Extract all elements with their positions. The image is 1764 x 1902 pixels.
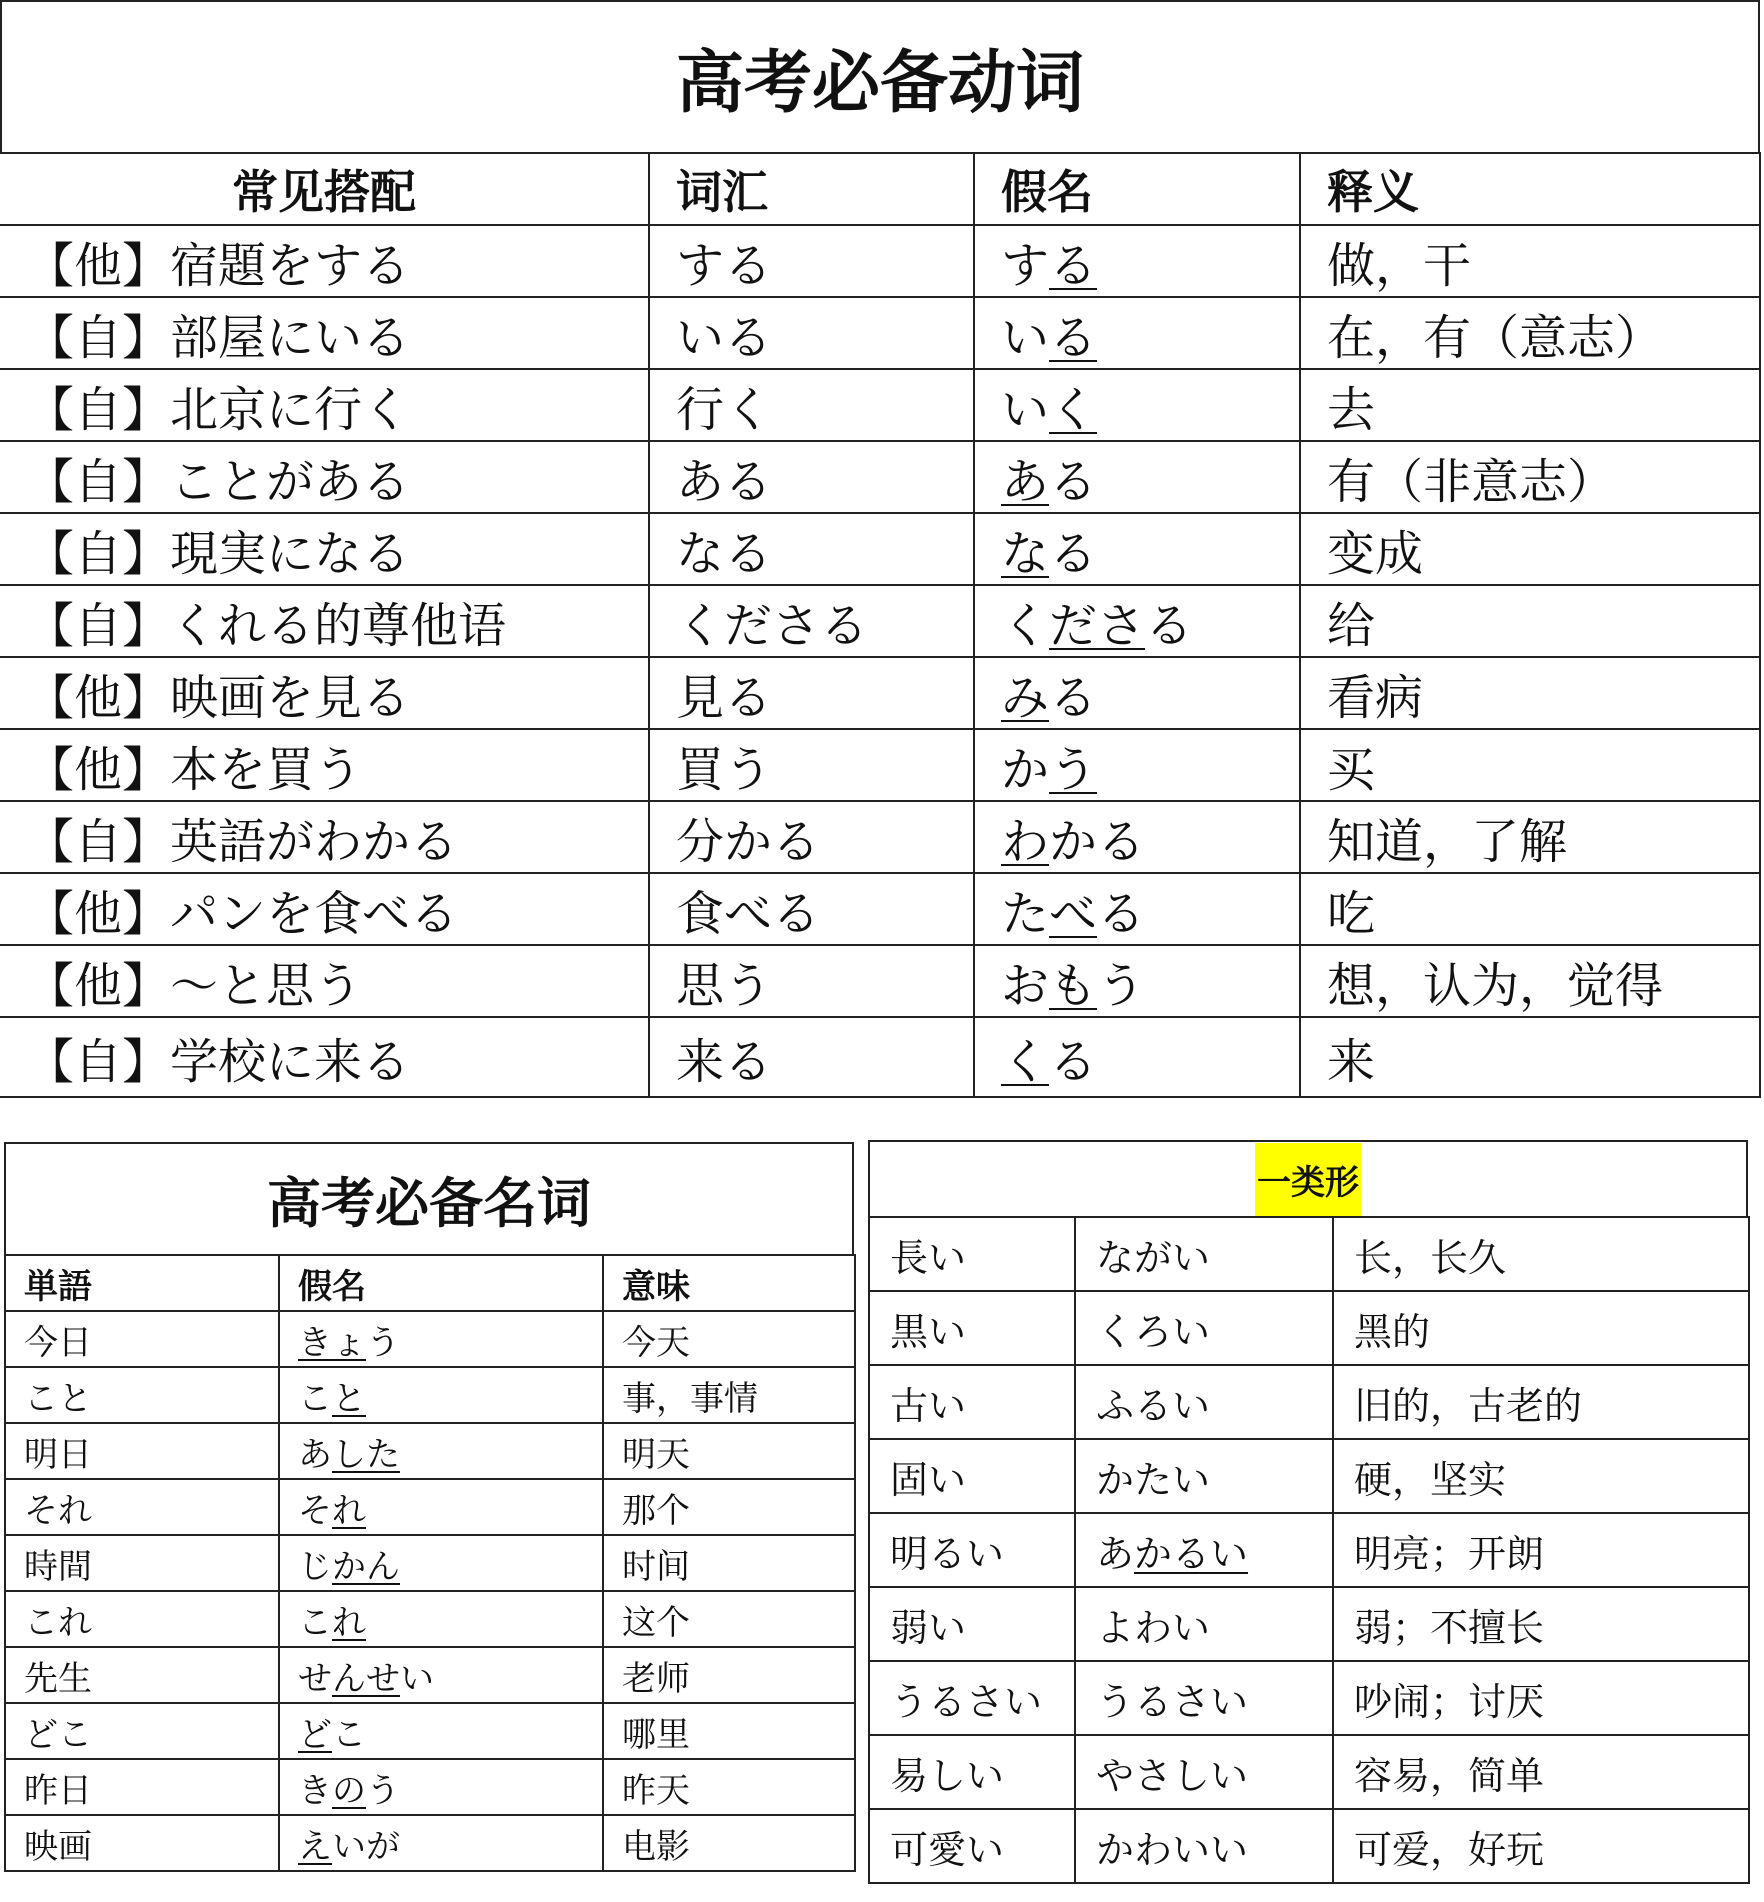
kana-underlined-part: く	[1049, 381, 1098, 438]
verb-word-cell: くださる	[649, 585, 974, 657]
noun-kana-cell	[279, 1367, 603, 1423]
adjective-meaning-cell: 长，长久	[1333, 1217, 1749, 1291]
noun-kana-cell	[279, 1423, 603, 1479]
kana-underlined-part: べ	[1049, 885, 1098, 942]
kana-part: こ	[332, 1714, 366, 1755]
noun-table	[4, 1254, 856, 1872]
verb-row	[0, 513, 1760, 585]
verb-row	[0, 729, 1760, 801]
adjective-meaning-cell: 硬，坚实	[1333, 1439, 1749, 1513]
noun-word-cell: 時間	[5, 1535, 279, 1591]
kana-part: る	[1049, 453, 1098, 510]
kana-part: る	[1145, 597, 1194, 654]
kana-part: かたい	[1096, 1457, 1211, 1502]
kana-part: か	[1001, 741, 1050, 798]
noun-row	[5, 1703, 855, 1759]
noun-word-cell: 今日	[5, 1311, 279, 1367]
adjective-row	[869, 1809, 1749, 1883]
verb-word-cell: する	[649, 225, 974, 297]
verb-header-meaning: 释义	[1300, 153, 1760, 225]
verb-kana-cell	[974, 513, 1300, 585]
kana-underlined-part: な	[1001, 525, 1050, 582]
verb-header-kana: 假名	[974, 153, 1300, 225]
adjective-table-section	[868, 1140, 1748, 1884]
noun-word-cell: それ	[5, 1479, 279, 1535]
kana-part: る	[1097, 885, 1146, 942]
verb-word-cell: 見る	[649, 657, 974, 729]
kana-underlined-part: も	[1049, 957, 1098, 1014]
adjective-kana-cell	[1075, 1439, 1333, 1513]
verb-meaning-cell: 吃	[1300, 873, 1760, 945]
kana-part: う	[366, 1322, 400, 1363]
kana-part: い	[1001, 381, 1050, 438]
noun-meaning-cell: 这个	[603, 1591, 855, 1647]
kana-underlined-part: ど	[298, 1714, 332, 1755]
adjective-meaning-cell: 明亮；开朗	[1333, 1513, 1749, 1587]
verb-kana-cell	[974, 225, 1300, 297]
adjective-row	[869, 1439, 1749, 1513]
noun-row	[5, 1591, 855, 1647]
kana-underlined-part: み	[1001, 669, 1050, 726]
verb-kana-cell	[974, 945, 1300, 1017]
verb-row	[0, 1017, 1760, 1097]
adjective-word-cell: うるさい	[869, 1661, 1075, 1735]
verb-meaning-cell: 知道，了解	[1300, 801, 1760, 873]
adjective-word-cell: 明るい	[869, 1513, 1075, 1587]
noun-row	[5, 1479, 855, 1535]
noun-table-section	[4, 1142, 854, 1872]
noun-table-title: 高考必备名词	[4, 1142, 854, 1254]
verb-meaning-cell: 给	[1300, 585, 1760, 657]
verb-row	[0, 225, 1760, 297]
kana-part: くろい	[1096, 1309, 1211, 1354]
kana-part: ながい	[1096, 1235, 1211, 1280]
verb-word-cell: いる	[649, 297, 974, 369]
noun-word-cell: 映画	[5, 1815, 279, 1871]
kana-underlined-part: え	[298, 1826, 332, 1867]
verb-phrase-cell: 【他】宿題をする	[0, 225, 649, 297]
kana-part: かる	[1049, 813, 1146, 870]
kana-part: いが	[332, 1826, 400, 1867]
adjective-meaning-cell: 可爱，好玩	[1333, 1809, 1749, 1883]
noun-word-cell: これ	[5, 1591, 279, 1647]
adjective-meaning-cell: 容易，简单	[1333, 1735, 1749, 1809]
noun-kana-cell	[279, 1311, 603, 1367]
adjective-kana-cell	[1075, 1365, 1333, 1439]
verb-meaning-cell: 看病	[1300, 657, 1760, 729]
kana-part: す	[1001, 237, 1050, 294]
noun-meaning-cell: 电影	[603, 1815, 855, 1871]
noun-row	[5, 1815, 855, 1871]
adjective-table	[868, 1216, 1750, 1884]
adjective-meaning-cell: 吵闹；讨厌	[1333, 1661, 1749, 1735]
kana-part: かわいい	[1096, 1827, 1249, 1872]
adjective-row	[869, 1735, 1749, 1809]
verb-phrase-cell: 【自】部屋にいる	[0, 297, 649, 369]
verb-kana-cell	[974, 873, 1300, 945]
verb-phrase-cell: 【他】～と思う	[0, 945, 649, 1017]
kana-underlined-part: かん	[332, 1546, 400, 1587]
adjective-table-title	[868, 1140, 1748, 1216]
adjective-word-cell: 古い	[869, 1365, 1075, 1439]
verb-meaning-cell: 变成	[1300, 513, 1760, 585]
kana-part: じ	[298, 1546, 332, 1587]
verb-phrase-cell: 【自】北京に行く	[0, 369, 649, 441]
verb-word-cell: 思う	[649, 945, 974, 1017]
verb-meaning-cell: 买	[1300, 729, 1760, 801]
kana-part: く	[1001, 597, 1050, 654]
noun-kana-cell	[279, 1535, 603, 1591]
verb-meaning-cell: 做，干	[1300, 225, 1760, 297]
noun-kana-cell	[279, 1759, 603, 1815]
noun-row	[5, 1367, 855, 1423]
verb-word-cell: 買う	[649, 729, 974, 801]
kana-underlined-part: れ	[332, 1602, 366, 1643]
verb-meaning-cell: 在，有（意志）	[1300, 297, 1760, 369]
kana-part: あ	[298, 1434, 332, 1475]
noun-meaning-cell: 老师	[603, 1647, 855, 1703]
adjective-meaning-cell: 旧的，古老的	[1333, 1365, 1749, 1439]
noun-kana-cell	[279, 1647, 603, 1703]
kana-underlined-part: ださ	[1049, 597, 1146, 654]
adjective-row	[869, 1587, 1749, 1661]
verb-kana-cell	[974, 441, 1300, 513]
noun-header-meaning: 意味	[603, 1255, 855, 1311]
verb-word-cell: 分かる	[649, 801, 974, 873]
verb-word-cell: 食べる	[649, 873, 974, 945]
kana-part: そ	[298, 1490, 332, 1531]
verb-row	[0, 297, 1760, 369]
verb-header-word: 词汇	[649, 153, 974, 225]
kana-part: お	[1001, 957, 1050, 1014]
adjective-row	[869, 1291, 1749, 1365]
kana-part: せ	[298, 1658, 332, 1699]
noun-kana-cell	[279, 1703, 603, 1759]
noun-meaning-cell: 事，事情	[603, 1367, 855, 1423]
kana-part: こ	[298, 1602, 332, 1643]
verb-header-phrase: 常见搭配	[0, 153, 649, 225]
noun-header-kana: 假名	[279, 1255, 603, 1311]
noun-kana-cell	[279, 1479, 603, 1535]
adjective-row	[869, 1513, 1749, 1587]
verb-phrase-cell: 【他】本を買う	[0, 729, 649, 801]
verb-row	[0, 585, 1760, 657]
noun-kana-cell	[279, 1591, 603, 1647]
kana-part: う	[366, 1770, 400, 1811]
verb-row	[0, 873, 1760, 945]
kana-underlined-part: かるい	[1134, 1531, 1249, 1576]
verb-kana-cell	[974, 369, 1300, 441]
noun-kana-cell	[279, 1815, 603, 1871]
noun-meaning-cell: 时间	[603, 1535, 855, 1591]
kana-underlined-part: る	[1049, 309, 1098, 366]
adjective-kana-cell	[1075, 1735, 1333, 1809]
adjective-kana-cell	[1075, 1217, 1333, 1291]
noun-row	[5, 1759, 855, 1815]
verb-table-title: 高考必备动词	[0, 0, 1760, 152]
kana-part: う	[1097, 957, 1146, 1014]
kana-part: る	[1049, 525, 1098, 582]
verb-row	[0, 801, 1760, 873]
kana-part: こ	[298, 1378, 332, 1419]
verb-phrase-cell: 【自】ことがある	[0, 441, 649, 513]
kana-part: あ	[1096, 1531, 1135, 1576]
verb-row	[0, 441, 1760, 513]
noun-row	[5, 1311, 855, 1367]
verb-kana-cell	[974, 1017, 1300, 1097]
noun-word-cell: 明日	[5, 1423, 279, 1479]
verb-kana-cell	[974, 297, 1300, 369]
adjective-word-cell: 固い	[869, 1439, 1075, 1513]
verb-meaning-cell: 来	[1300, 1017, 1760, 1097]
verb-kana-cell	[974, 729, 1300, 801]
kana-underlined-part: と	[332, 1378, 366, 1419]
verb-word-cell: なる	[649, 513, 974, 585]
noun-meaning-cell: 今天	[603, 1311, 855, 1367]
verb-phrase-cell: 【自】英語がわかる	[0, 801, 649, 873]
noun-meaning-cell: 那个	[603, 1479, 855, 1535]
kana-part: い	[1001, 309, 1050, 366]
noun-word-cell: 昨日	[5, 1759, 279, 1815]
kana-underlined-part: した	[332, 1434, 400, 1475]
adjective-row	[869, 1661, 1749, 1735]
verb-kana-cell	[974, 585, 1300, 657]
noun-word-cell: どこ	[5, 1703, 279, 1759]
verb-kana-cell	[974, 657, 1300, 729]
adjective-word-cell: 長い	[869, 1217, 1075, 1291]
adjective-kana-cell	[1075, 1661, 1333, 1735]
verb-header-row	[0, 153, 1760, 225]
kana-underlined-part: う	[1049, 741, 1098, 798]
kana-part: き	[298, 1770, 332, 1811]
noun-row	[5, 1535, 855, 1591]
noun-row	[5, 1647, 855, 1703]
kana-part: ふるい	[1096, 1383, 1211, 1428]
verb-phrase-cell: 【自】現実になる	[0, 513, 649, 585]
adjective-kana-cell	[1075, 1513, 1333, 1587]
verb-phrase-cell: 【他】パンを食べる	[0, 873, 649, 945]
noun-header-word: 単語	[5, 1255, 279, 1311]
noun-row	[5, 1423, 855, 1479]
verb-word-cell: 行く	[649, 369, 974, 441]
verb-meaning-cell: 有（非意志）	[1300, 441, 1760, 513]
verb-table	[0, 152, 1761, 1098]
kana-part: よわい	[1096, 1605, 1211, 1650]
kana-part: うるさい	[1096, 1679, 1249, 1724]
kana-underlined-part: の	[332, 1770, 366, 1811]
noun-meaning-cell: 哪里	[603, 1703, 855, 1759]
adjective-word-cell: 易しい	[869, 1735, 1075, 1809]
noun-header-row	[5, 1255, 855, 1311]
adjective-kana-cell	[1075, 1587, 1333, 1661]
kana-underlined-part: んせ	[332, 1658, 400, 1699]
kana-part: やさしい	[1096, 1753, 1249, 1798]
kana-underlined-part: れ	[332, 1490, 366, 1531]
kana-part: る	[1049, 669, 1098, 726]
verb-phrase-cell: 【自】学校に来る	[0, 1017, 649, 1097]
adjective-row	[869, 1365, 1749, 1439]
verb-word-cell: 来る	[649, 1017, 974, 1097]
adjective-kana-cell	[1075, 1291, 1333, 1365]
verb-word-cell: ある	[649, 441, 974, 513]
noun-word-cell: 先生	[5, 1647, 279, 1703]
kana-underlined-part: きょ	[298, 1322, 366, 1363]
verb-row	[0, 369, 1760, 441]
verb-row	[0, 657, 1760, 729]
kana-part: た	[1001, 885, 1050, 942]
verb-meaning-cell: 去	[1300, 369, 1760, 441]
adjective-kana-cell	[1075, 1809, 1333, 1883]
verb-row	[0, 945, 1760, 1017]
kana-part: い	[400, 1658, 434, 1699]
kana-underlined-part: わ	[1001, 813, 1050, 870]
verb-phrase-cell: 【自】くれる的尊他语	[0, 585, 649, 657]
adjective-word-cell: 可愛い	[869, 1809, 1075, 1883]
kana-part: る	[1049, 1033, 1098, 1090]
noun-meaning-cell: 昨天	[603, 1759, 855, 1815]
kana-underlined-part: る	[1049, 237, 1098, 294]
kana-underlined-part: く	[1001, 1033, 1050, 1090]
noun-meaning-cell: 明天	[603, 1423, 855, 1479]
verb-kana-cell	[974, 801, 1300, 873]
kana-underlined-part: あ	[1001, 453, 1050, 510]
adjective-word-cell: 弱い	[869, 1587, 1075, 1661]
adjective-meaning-cell: 黑的	[1333, 1291, 1749, 1365]
adjective-word-cell: 黒い	[869, 1291, 1075, 1365]
verb-phrase-cell: 【他】映画を見る	[0, 657, 649, 729]
adjective-meaning-cell: 弱；不擅长	[1333, 1587, 1749, 1661]
noun-word-cell: こと	[5, 1367, 279, 1423]
adjective-row	[869, 1217, 1749, 1291]
adjective-title-highlight: 一类形	[1255, 1143, 1361, 1216]
verb-meaning-cell: 想，认为，觉得	[1300, 945, 1760, 1017]
